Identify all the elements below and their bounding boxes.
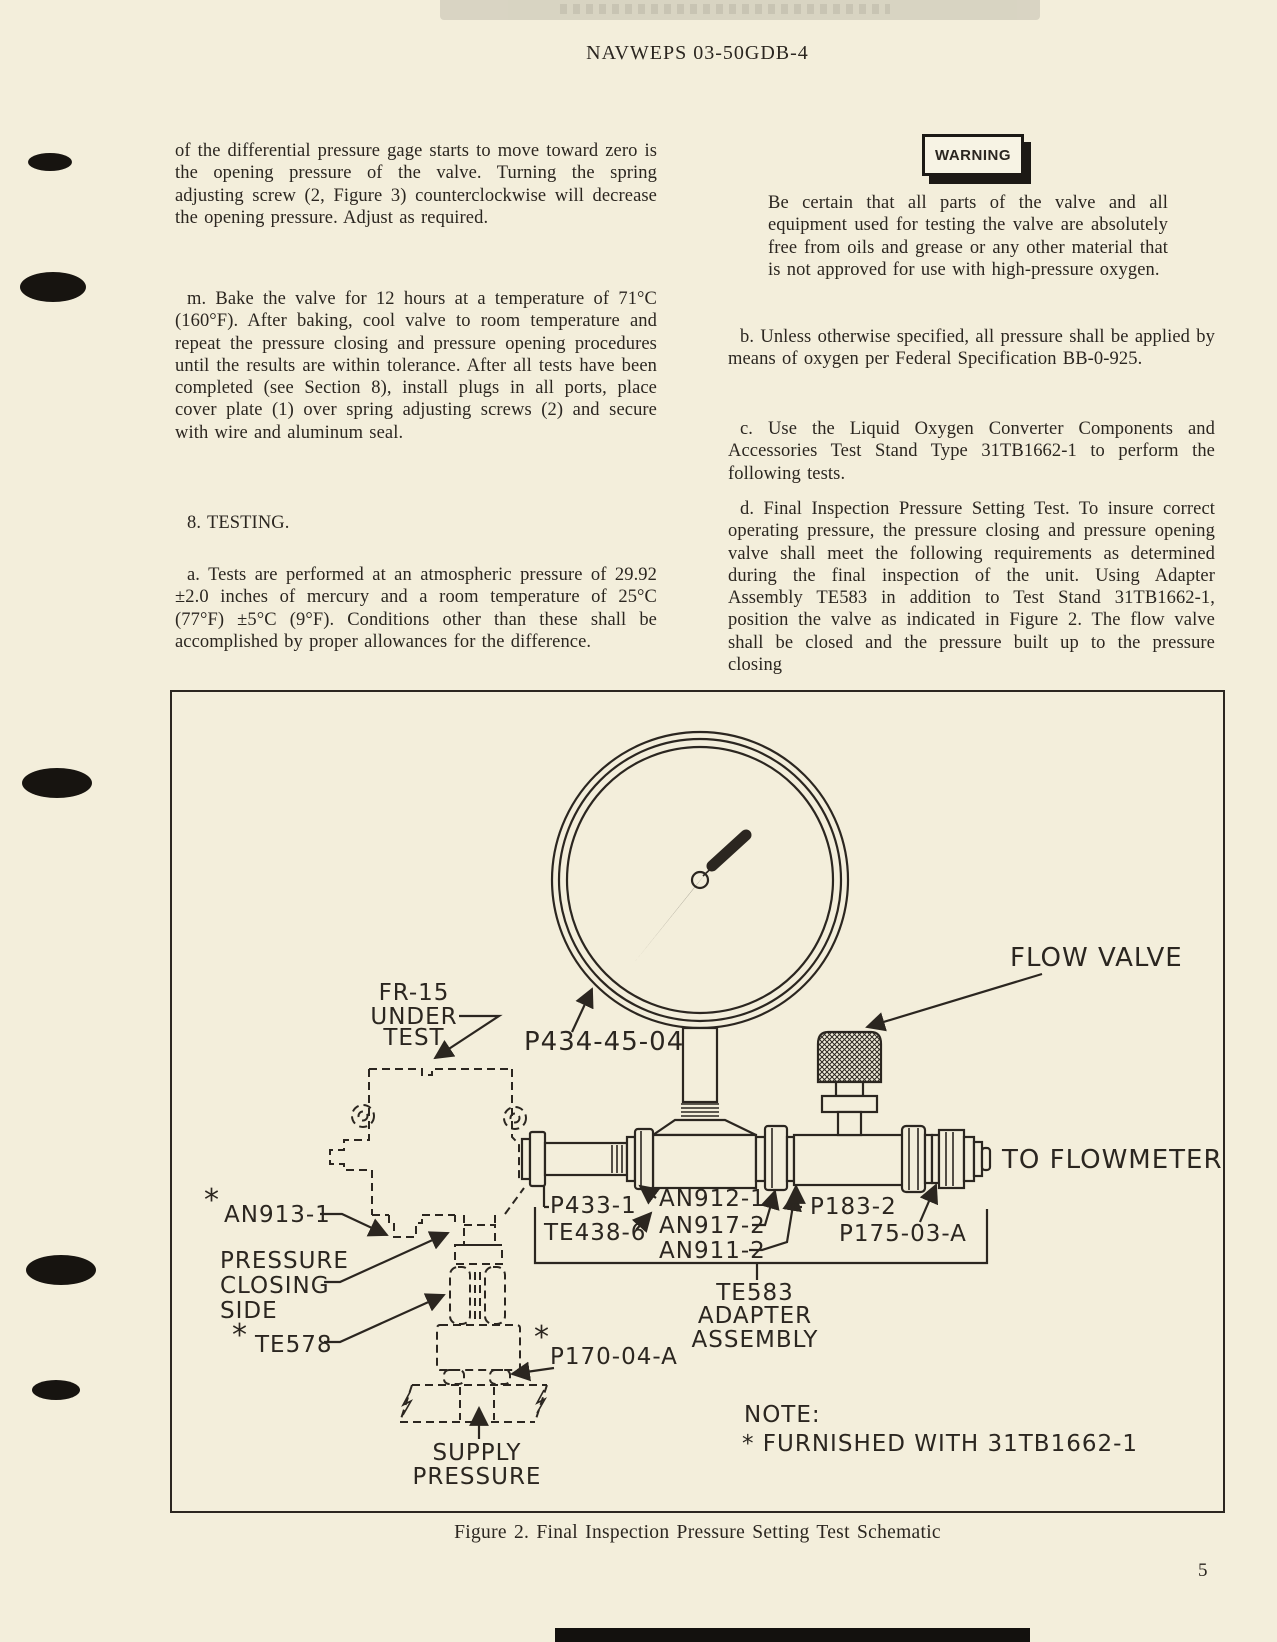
asterisk-icon: * [232,1318,248,1353]
label-p183: P183-2 [810,1194,897,1220]
warning-label: WARNING [935,146,1011,164]
label-te583: ASSEMBLY [691,1327,819,1353]
gauge-needle [712,835,746,866]
flow-valve [818,1032,881,1135]
binding-mark [28,153,72,171]
label-fr15: FR-15 [378,980,450,1006]
paragraph-b: b. Unless otherwise specified, all pressure shall be applied by means of oxygen per Federal Specification BB-0-925. [728,327,1215,370]
screw-icon [352,1105,374,1127]
an917-an911-nut [765,1126,787,1190]
label-an912: AN912-1 [659,1186,766,1212]
label-te438: TE438-6 [544,1220,647,1246]
label-pressure-closing: CLOSING [220,1273,330,1299]
pressure-gauge [552,732,848,1028]
valve-under-test-outline [330,1069,526,1264]
closing-port [464,1225,495,1245]
screw-icon [504,1107,526,1129]
p433-fitting [522,1139,530,1179]
paragraph-d: d. Final Inspection Pressure Setting Test. To insure correct operating pressure, the pressure closing and pressure opening valve shall meet the following requirements as determined during the final inspection of the unit. Using Adapter Assembly TE583 in addition to Test Stand 31TB1662-1, position the valve as indicated in Figure 2. The flow valve shall be closed and the pressure built up to the pressure closing [728,499,1215,676]
label-te583: TE583 [716,1280,794,1306]
binding-mark [22,768,92,798]
label-fr15: TEST [383,1025,445,1051]
scan-bar [555,1628,1030,1642]
label-an911: AN911-2 [659,1238,766,1264]
break-symbol [537,1390,545,1413]
asterisk-icon: * [534,1320,550,1355]
an912-nut [635,1129,653,1189]
paragraph-m: m. Bake the valve for 12 hours at a temperature of 71°C (160°F). After baking, cool valve to room temperature and repeat the pressure closing and pressure opening procedures until the results are within tolerance. After all tests have been completed (see Section 8), install plugs in all ports, place cover plate (1) over spring adjusting screws (2) and secure with wire and aluminum seal. [175,289,657,443]
page-number: 5 [1198,1560,1208,1581]
figure-2-schematic [170,690,1225,1513]
heading-testing: 8. TESTING. [187,513,290,533]
label-p170: P170-04-A [550,1344,678,1370]
break-symbol [403,1392,411,1415]
note-title: NOTE: [744,1402,821,1428]
label-p433: P433-1 [550,1193,637,1219]
figure-caption: Figure 2. Final Inspection Pressure Setting Test Schematic [454,1522,941,1543]
label-supply-pressure: SUPPLY [432,1440,522,1466]
note-text: * FURNISHED WITH 31TB1662-1 [742,1431,1139,1457]
label-fr15: UNDER [370,1004,458,1030]
p175-nut [902,1126,925,1192]
label-gauge-part: P434-45-04 [524,1027,685,1057]
te578-adapter-stack [400,1267,547,1439]
label-pressure-closing: SIDE [220,1298,278,1324]
label-an917: AN917-2 [659,1213,766,1239]
paragraph-intro: of the differential pressure gage starts to move toward zero is the opening pressure of the valve. Turning the spring adjusting screw (2, Figure 3) counterclockwise will decrease the opening pressure. Adjust as required. [175,141,657,228]
binding-mark [26,1255,96,1285]
label-pressure-closing: PRESSURE [220,1248,349,1274]
label-supply-pressure: PRESSURE [412,1464,542,1490]
page-header: NAVWEPS 03-50GDB-4 [586,42,809,64]
label-an913: AN913-1 [224,1202,331,1228]
label-p175: P175-03-A [839,1221,967,1247]
label-te583: ADAPTER [697,1303,813,1329]
binding-mark [20,272,86,302]
pipe-train-left [522,1129,653,1189]
p170-body [437,1325,520,1370]
label-flow-valve: FLOW VALVE [1010,943,1183,973]
label-te578: TE578 [255,1332,333,1358]
te438-tube [545,1143,627,1175]
paragraph-a: a. Tests are performed at an atmospheric pressure of 29.92 ±2.0 inches of mercury and a room temperature of 25°C (77°F) ±5°C (9°F). Conditions other than these shall be accomplished by proper allowances for the difference. [175,565,657,652]
label-to-flowmeter: TO FLOWMETER [1002,1145,1223,1175]
pipe-train-right [756,1126,990,1192]
tee-block [653,1135,756,1188]
p183-block [794,1135,904,1185]
binding-mark [32,1380,80,1400]
coupling [939,1130,964,1188]
test-schematic-drawing [172,692,1223,1511]
warning-box [922,134,1024,176]
an913-plug [389,1215,422,1237]
supply-plate [400,1385,547,1422]
flow-valve-knob [818,1032,881,1082]
gauge-needle-tail [629,873,706,969]
scan-artifact [440,0,1040,20]
asterisk-icon: * [204,1183,220,1218]
paragraph-c: c. Use the Liquid Oxygen Converter Components and Accessories Test Stand Type 31TB1662-1 to perform the following tests. [728,419,1215,484]
warning-text: Be certain that all parts of the valve and all equipment used for testing the valve are absolutely free from oils and grease or any other material that is not approved for use with high-pressure oxygen. [768,193,1168,280]
